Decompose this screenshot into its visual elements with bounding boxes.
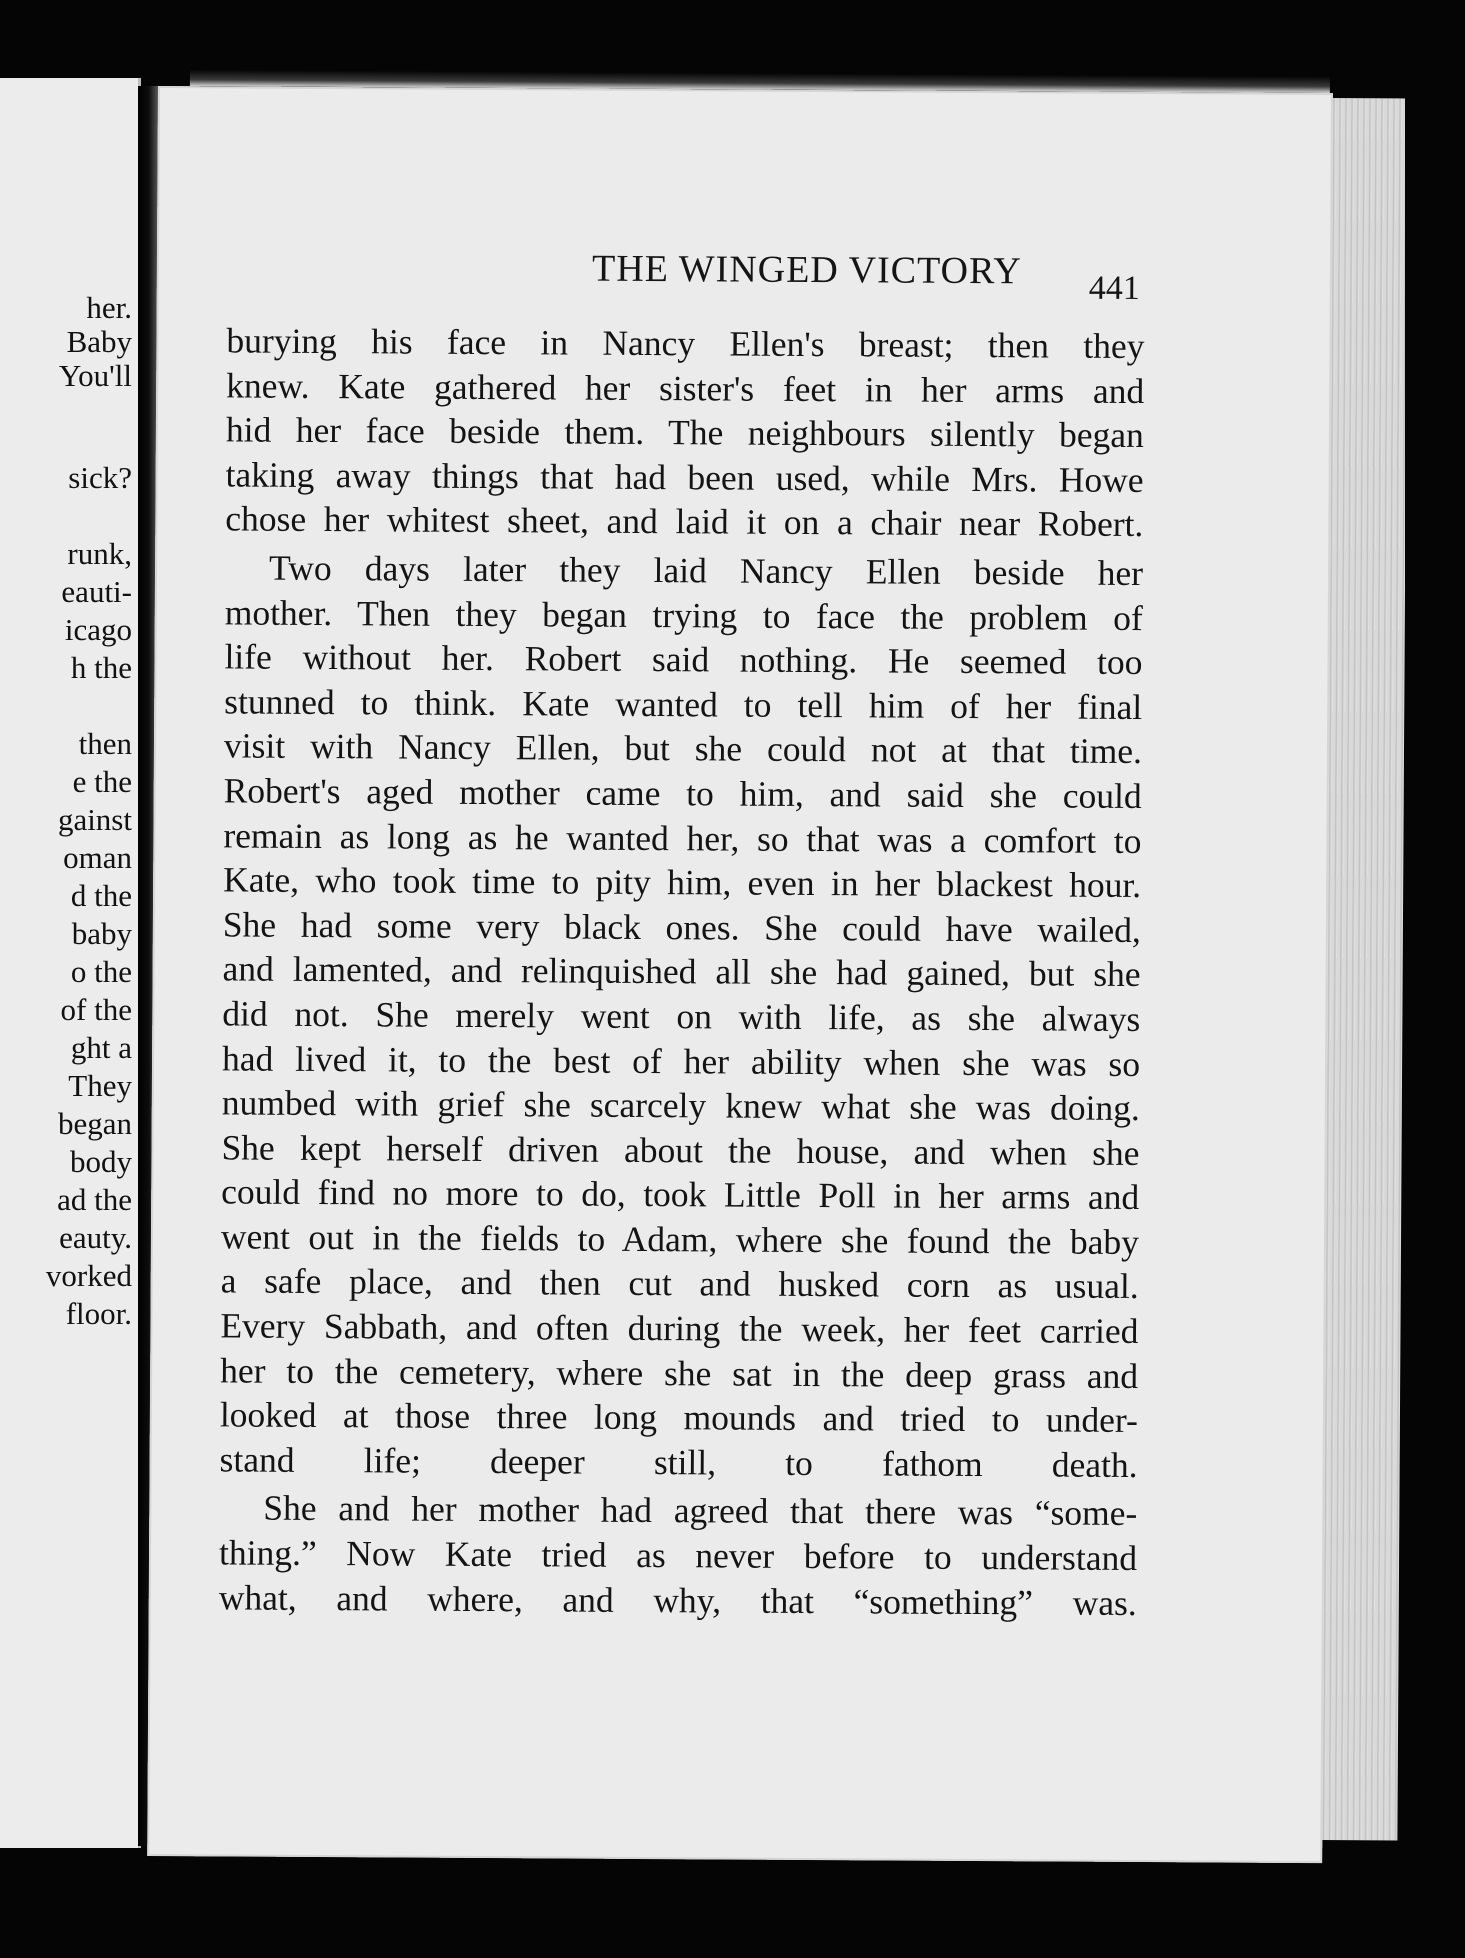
- left-page-line: h the: [70, 650, 132, 685]
- left-page-line: o the: [70, 954, 132, 989]
- text-line: Robert's aged mother came to him, and said she could: [223, 770, 1142, 816]
- left-page-line: runk,: [67, 536, 132, 571]
- text-line: chose her whitest sheet, and laid it on a chair near Robert.: [225, 498, 1144, 545]
- left-page-line: You'll: [58, 358, 132, 393]
- body-text: [219, 318, 1145, 1625]
- text-line: what, and where, and why, that “something” was.: [218, 1577, 1137, 1623]
- text-line: Kate, who took time to pity him, even in her blackest hour.: [223, 859, 1142, 906]
- left-page-line: gainst: [57, 802, 132, 837]
- left-page-line: baby: [71, 916, 132, 951]
- page-number: 441: [1088, 269, 1140, 308]
- text-line: She and her mother had agreed that there was “some-: [263, 1488, 1138, 1534]
- left-page: [0, 78, 141, 1848]
- left-page-line: eauty.: [59, 1220, 132, 1255]
- left-page-line: d the: [70, 878, 132, 913]
- text-line: knew. Kate gathered her sister's feet in her arms and: [226, 365, 1145, 411]
- text-line: hid her face beside them. The neighbours silently began: [225, 409, 1145, 456]
- text-line: looked at those three long mounds and tried to under-: [219, 1394, 1138, 1441]
- text-line: could find no more to do, took Little Poll in her arms and: [221, 1171, 1140, 1218]
- left-page-line: Baby: [66, 324, 132, 359]
- text-line: did not. She merely went on with life, as she always: [222, 993, 1141, 1039]
- left-page-line: ad the: [57, 1182, 132, 1217]
- text-line: burying his face in Nancy Ellen's breast; then they: [226, 320, 1145, 367]
- text-line: and lamented, and relinquished all she had gained, but she: [222, 948, 1141, 995]
- left-page-line: They: [68, 1068, 132, 1103]
- left-page-line: ght a: [70, 1030, 132, 1065]
- left-page-line: her.: [86, 290, 132, 325]
- right-page: [147, 86, 1333, 1863]
- text-line: had lived it, to the best of her ability when she was so: [221, 1037, 1141, 1084]
- text-line: stunned to think. Kate wanted to tell him of her final: [224, 681, 1143, 727]
- left-page-line: e the: [72, 764, 132, 799]
- text-line: went out in the fields to Adam, where she found the baby: [220, 1216, 1140, 1262]
- page-fore-edge: [1319, 98, 1408, 1840]
- edge-shadow: [1405, 96, 1465, 1856]
- text-line: visit with Nancy Ellen, but she could not at that time.: [223, 725, 1143, 772]
- left-page-line: icago: [64, 612, 132, 647]
- left-page-line: eauti-: [61, 574, 132, 609]
- left-page-line: began: [57, 1106, 132, 1141]
- text-line: a safe place, and then cut and husked corn as usual.: [220, 1260, 1139, 1307]
- left-page-line: oman: [63, 840, 132, 875]
- left-page-line: body: [70, 1144, 132, 1179]
- left-page-line: sick?: [68, 460, 132, 495]
- text-line: life without her. Robert said nothing. He seemed too: [224, 636, 1143, 683]
- text-line: Two days later they laid Nancy Ellen beside her: [268, 547, 1144, 593]
- text-line: taking away things that had been used, while Mrs. Howe: [225, 454, 1144, 500]
- text-line: remain as long as he wanted her, so that was a comfort to: [223, 814, 1142, 861]
- text-line: She kept herself driven about the house, and when she: [221, 1127, 1140, 1173]
- text-line: stand life; deeper still, to fathom death.: [219, 1439, 1138, 1485]
- text-line: She had some very black ones. She could have wailed,: [222, 904, 1141, 950]
- text-line: her to the cemetery, where she sat in the deep grass and: [220, 1350, 1139, 1396]
- text-line: thing.” Now Kate tried as never before to understand: [218, 1532, 1138, 1579]
- text-line: numbed with grief she scarcely knew what she was doing.: [221, 1082, 1140, 1129]
- text-line: Every Sabbath, and often during the week, her feet carried: [220, 1305, 1139, 1352]
- left-page-line: of the: [60, 992, 132, 1027]
- left-page-line: vorked: [45, 1258, 132, 1293]
- left-page-line: floor.: [65, 1296, 132, 1331]
- left-page-line: then: [78, 726, 132, 761]
- text-line: mother. Then they began trying to face the problem of: [224, 591, 1143, 638]
- running-head: THE WINGED VICTORY: [591, 247, 1022, 293]
